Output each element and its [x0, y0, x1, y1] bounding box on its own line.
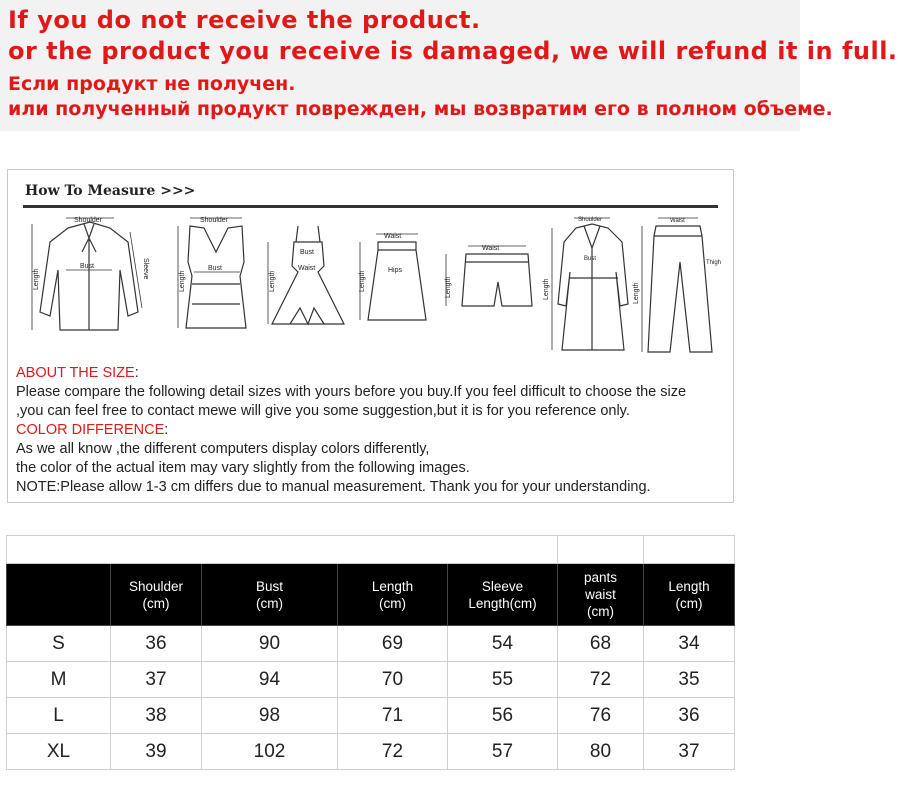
skirt-length-label: Length: [359, 270, 366, 292]
header-sleeve-length: Sleeve Length(cm): [448, 564, 558, 626]
table-row: [7, 734, 735, 770]
table-cell: 57: [448, 734, 558, 770]
table-cell: 98: [202, 698, 338, 734]
table-cell: 69: [338, 626, 448, 662]
coat-diagram-icon: [543, 217, 628, 350]
banner-line-4: или полученный продукт поврежден, мы возвратим его в полном объеме.: [8, 98, 833, 120]
table-cell: 68: [558, 626, 644, 662]
header-shoulder: Shoulder (cm): [111, 564, 202, 626]
table-cell: 102: [202, 734, 338, 770]
size-label: XL: [7, 734, 111, 770]
table-spacer-cell: [558, 536, 644, 564]
dress-waist-label: Waist: [298, 265, 316, 272]
skirt-diagram-icon: [359, 233, 426, 320]
tank-top-diagram-icon: [178, 217, 246, 328]
pants-length-label: Length: [633, 282, 640, 304]
banner-line-2: or the product you receive is damaged, we will refund it in full.: [8, 37, 898, 65]
color-difference-heading-line: [16, 421, 728, 440]
table-cell: 56: [448, 698, 558, 734]
table-cell: 36: [111, 626, 202, 662]
about-size-line-1: Please compare the following detail sizes with yours before you buy.If you feel difficult to choose the size: [16, 384, 687, 400]
table-cell: 35: [644, 662, 735, 698]
table-cell: 34: [644, 626, 735, 662]
shirt-diagram-icon: [32, 217, 149, 330]
size-label: L: [7, 698, 111, 734]
refund-banner: [0, 0, 898, 131]
arrows-icon: >>>: [160, 183, 196, 199]
how-to-measure-title: [25, 183, 195, 199]
color-difference-colon: :: [164, 422, 169, 438]
table-cell: 94: [202, 662, 338, 698]
table-cell: 72: [558, 662, 644, 698]
banner-line-3: Если продукт не получен.: [8, 73, 296, 95]
shirt-bust-label: Bust: [80, 263, 95, 270]
header-bust: Bust (cm): [202, 564, 338, 626]
how-to-measure-title-text: How To Measure: [25, 183, 156, 199]
color-difference-line-2: the color of the actual item may vary slightly from the following images.: [16, 460, 470, 476]
table-spacer-row: [7, 536, 735, 564]
table-row: [7, 626, 735, 662]
header-pants-length: Length (cm): [644, 564, 735, 626]
coat-length-label: Length: [543, 278, 550, 300]
size-label: S: [7, 626, 111, 662]
dress-bust-label: Bust: [300, 249, 315, 256]
banner-line-1: If you do not receive the product.: [8, 6, 481, 34]
tank-length-label: Length: [179, 270, 186, 292]
shorts-length-label: Length: [445, 276, 452, 298]
pants-thigh-label: Thigh: [706, 260, 722, 266]
how-to-measure-panel: [7, 169, 734, 503]
table-cell: 90: [202, 626, 338, 662]
about-size-colon: :: [134, 365, 139, 381]
table-cell: 38: [111, 698, 202, 734]
header-size-cell: [7, 564, 111, 626]
about-size-heading-line: [16, 364, 728, 383]
header-length: Length (cm): [338, 564, 448, 626]
skirt-hips-label: Hips: [388, 267, 403, 274]
table-cell: 39: [111, 734, 202, 770]
about-size-line-2: ,you can feel free to contact mewe will give you some suggestion,but it is for you reference only.: [16, 403, 630, 419]
tank-bust-label: Bust: [208, 265, 223, 272]
table-row: [7, 662, 735, 698]
header-pants-waist: pants waist (cm): [558, 564, 644, 626]
table-spacer-cell: [7, 536, 558, 564]
table-cell: 80: [558, 734, 644, 770]
table-cell: 37: [644, 734, 735, 770]
table-cell: 37: [111, 662, 202, 698]
shorts-diagram-icon: [445, 245, 532, 306]
measurement-note: NOTE:Please allow 1-3 cm differs due to manual measurement. Thank you for your understanding.: [16, 479, 651, 495]
table-cell: 72: [338, 734, 448, 770]
table-cell: 76: [558, 698, 644, 734]
shorts-waist-label: Waist: [482, 245, 500, 252]
about-size-heading: ABOUT THE SIZE: [16, 365, 135, 381]
table-header-row: [7, 564, 735, 626]
size-chart-table: [6, 535, 735, 770]
shirt-length-label: Length: [33, 268, 40, 290]
coat-shoulder-label: Shoulder: [578, 217, 603, 223]
table-cell: 55: [448, 662, 558, 698]
shirt-shoulder-label: Shoulder: [74, 217, 103, 224]
table-cell: 71: [338, 698, 448, 734]
title-rule: [23, 205, 718, 208]
dress-diagram-icon: [268, 226, 344, 324]
coat-bust-label: Bust: [584, 256, 597, 262]
table-cell: 70: [338, 662, 448, 698]
color-difference-heading: COLOR DIFFERENCE: [16, 422, 165, 438]
table-spacer-cell: [644, 536, 735, 564]
garment-diagrams: [18, 212, 723, 362]
pants-waist-label: Waist: [670, 218, 685, 224]
tank-shoulder-label: Shoulder: [200, 217, 229, 224]
table-cell: 36: [644, 698, 735, 734]
color-difference-line-1: As we all know ,the different computers display colors differently,: [16, 441, 430, 457]
size-notes: [16, 364, 728, 497]
size-label: M: [7, 662, 111, 698]
dress-length-label: Length: [269, 270, 276, 292]
pants-diagram-icon: [633, 218, 721, 352]
shirt-sleeve-label: Sleeve: [142, 258, 149, 280]
table-cell: 54: [448, 626, 558, 662]
table-row: [7, 698, 735, 734]
skirt-waist-label: Waist: [384, 233, 402, 240]
